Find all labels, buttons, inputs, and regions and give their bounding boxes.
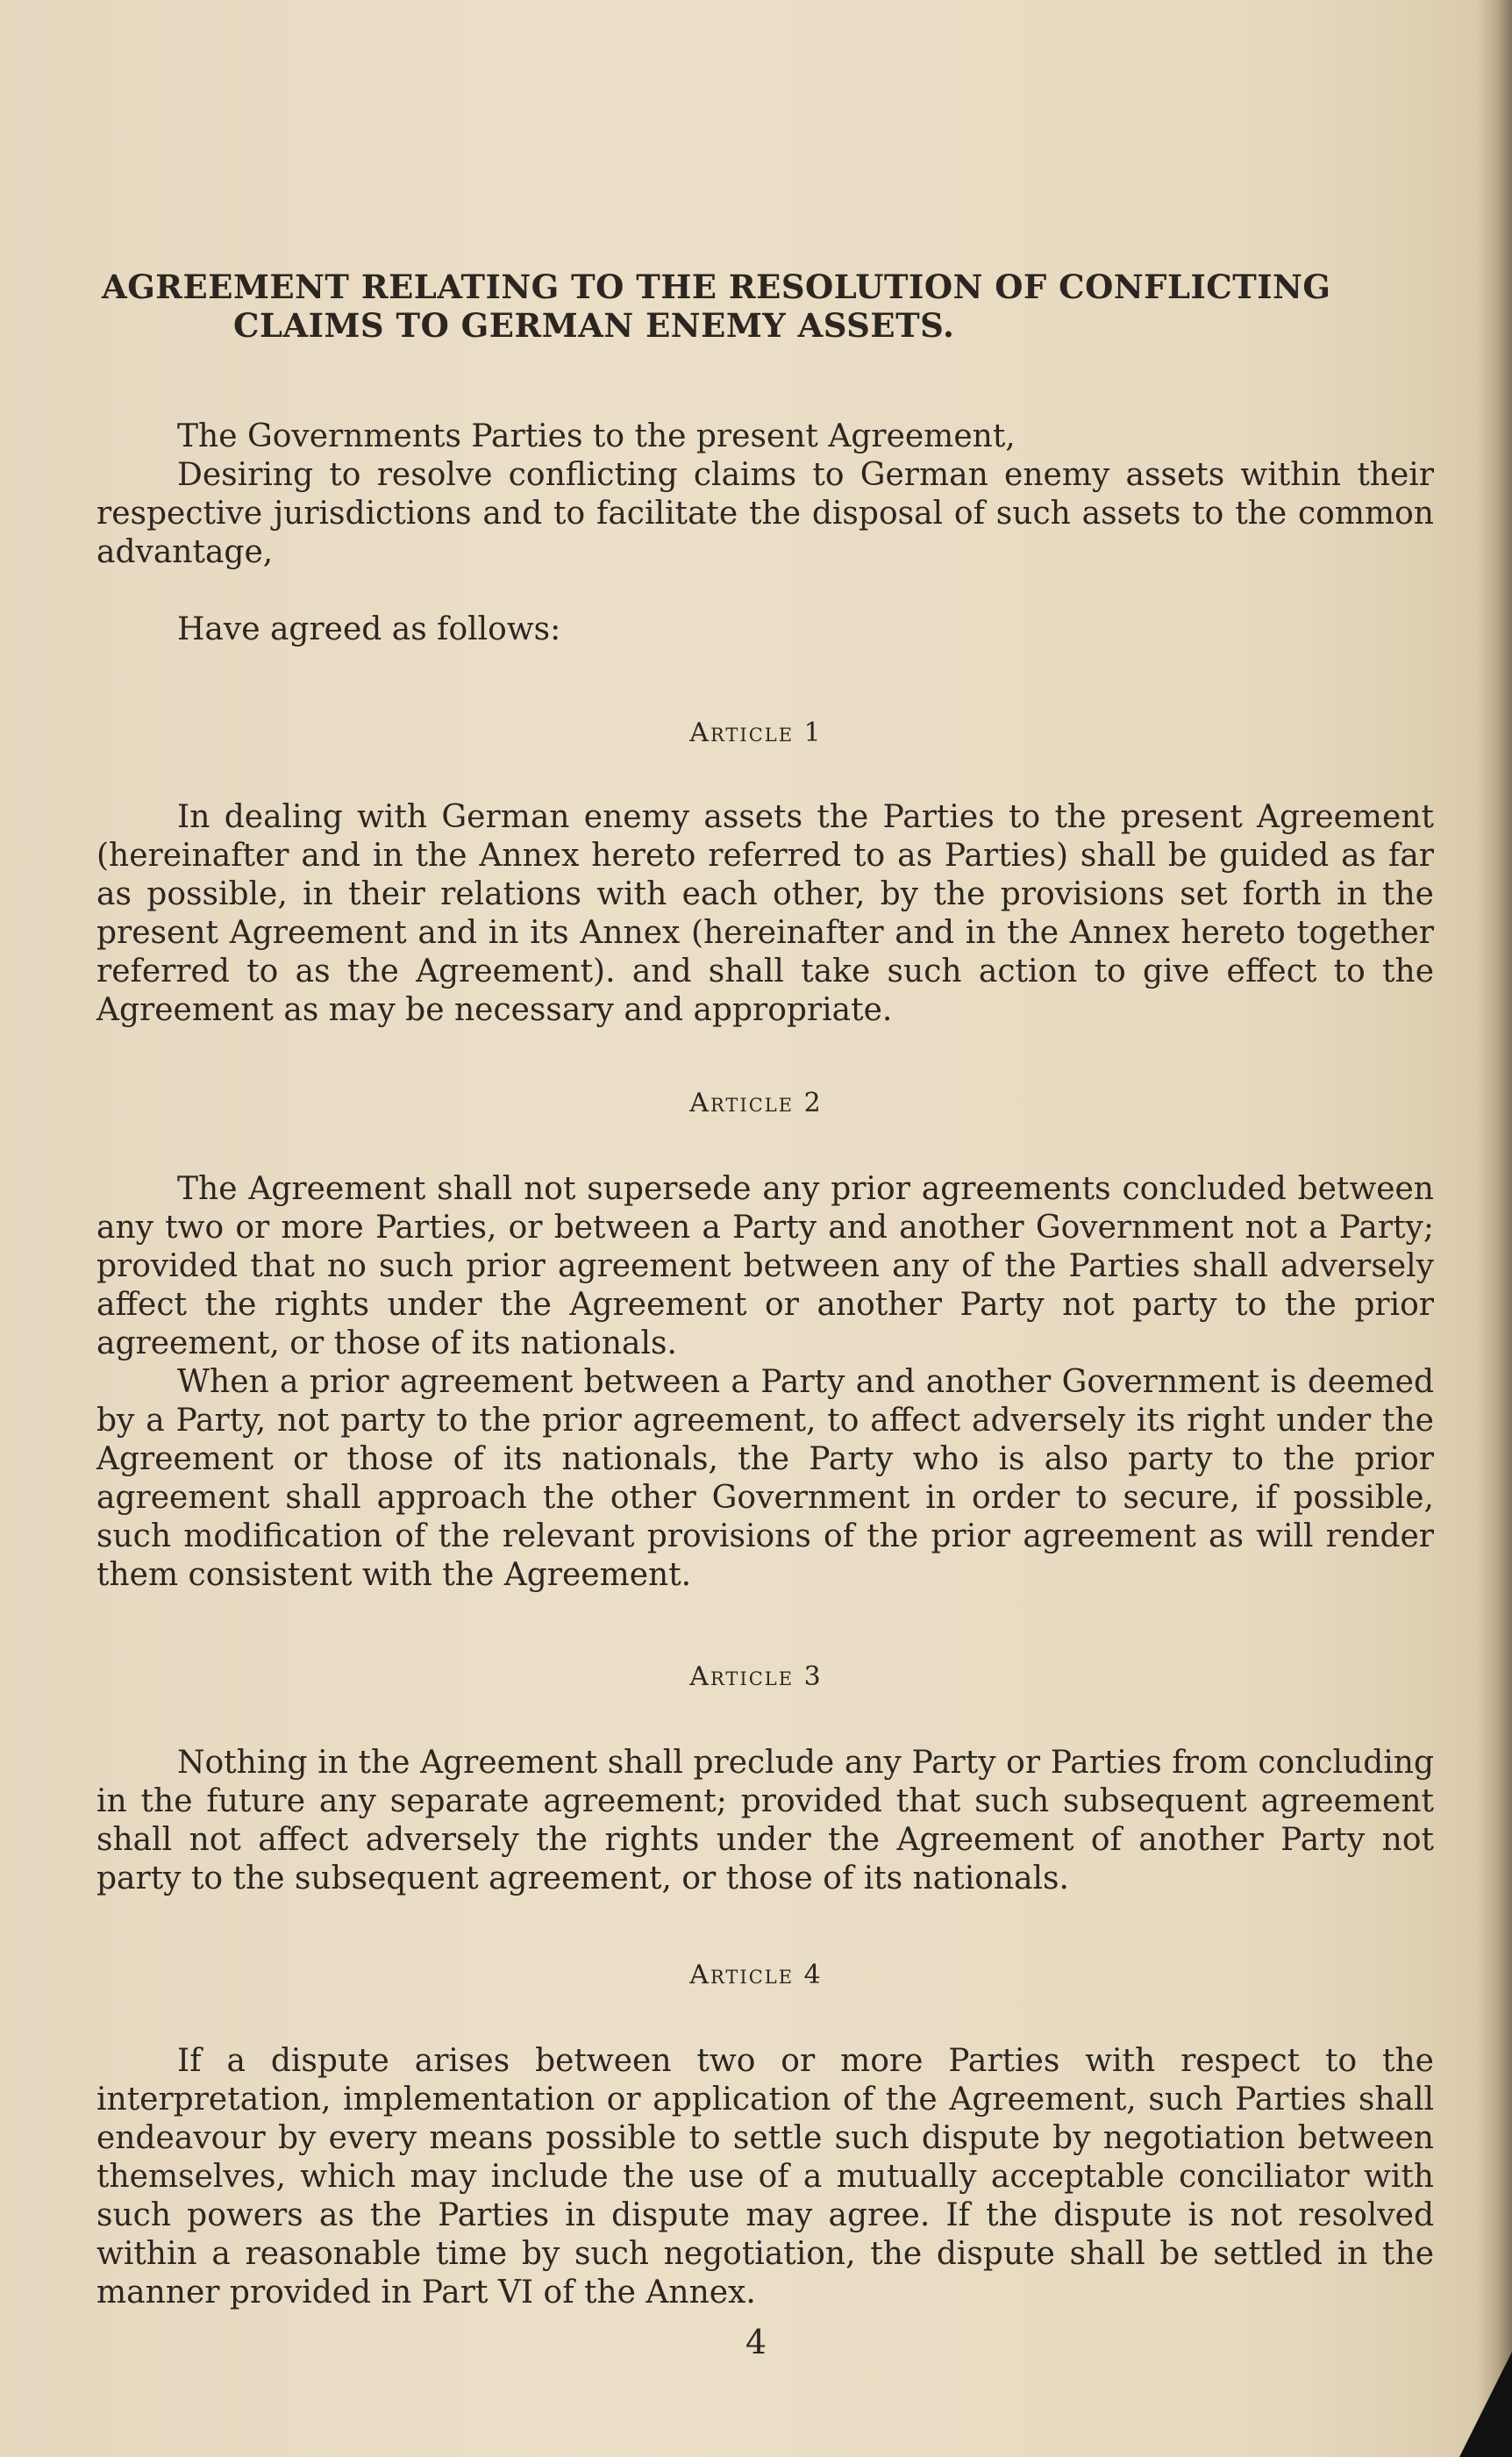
preamble-line-1: The Governments Parties to the present Agreement, [177, 418, 1016, 454]
article-1-heading: Article 1 [689, 718, 823, 748]
page-edge-shadow [1477, 0, 1512, 2457]
article-1-paragraph: In dealing with German enemy assets the Parties to the present Agreement (hereinafter and in the Annex hereto referred to as Parties) shall be guided as far as possible, in their relations with each other, by the provisions set forth in the present Agreement and in its Annex (hereinafter and in the Annex hereto together referred to as the Agreement). and shall take such action to give effect to the Agreement as may be necessary and appropriate. [96, 799, 1434, 1028]
article-4-paragraph: If a dispute arises between two or more Parties with respect to the interpretation, implementation or application of the Agreement, such Parties shall endeavour by every means possible to settle such dispute by negotiation between themselves, which may include the use of a mutually acceptable conciliator with such powers as the Parties in dispute may agree. If the dispute is not resolved within a reasonable time by such negotiation, the dispute shall be settled in the manner provided in Part VI of the Annex. [96, 2043, 1434, 2311]
article-2-body [96, 1170, 1434, 1595]
article-4-body [96, 2042, 1434, 2312]
page-corner [1459, 2352, 1512, 2457]
preamble [96, 418, 1434, 649]
article-3-paragraph: Nothing in the Agreement shall preclude any Party or Parties from concluding in the future any separate agreement; provided that such subsequent agreement shall not affect adversely the rights under the Agreement of another Party not party to the subsequent agreement, or those of its nationals. [96, 1745, 1434, 1896]
preamble-agreed: Have agreed as follows: [177, 611, 561, 647]
article-1-body [96, 798, 1434, 1030]
title-line-1: AGREEMENT RELATING TO THE RESOLUTION OF CONFLICTING [102, 268, 1331, 306]
preamble-paragraph: Desiring to resolve conflicting claims to German enemy assets within their respective jurisdictions and to facilitate the disposal of such assets to the common advantage, [96, 457, 1434, 570]
document-title [102, 268, 1435, 345]
page-number: 4 [745, 2323, 767, 2361]
article-2-heading: Article 2 [689, 1088, 823, 1118]
title-line-2: CLAIMS TO GERMAN ENEMY ASSETS. [233, 306, 955, 345]
article-3-heading: Article 3 [689, 1661, 823, 1692]
article-4-heading: Article 4 [689, 1960, 823, 1990]
article-2-paragraph-2: When a prior agreement between a Party and another Government is deemed by a Party, not party to the prior agreement, to affect adversely its right under the Agreement or those of its nationals, the Party who is also party to the prior agreement shall approach the other Government in order to secure, if possible, such modification of the relevant provisions of the prior agreement as will render them consistent with the Agreement. [96, 1364, 1434, 1593]
article-3-body [96, 1744, 1434, 1898]
article-2-paragraph-1: The Agreement shall not supersede any prior agreements concluded between any two or more Parties, or between a Party and another Government not a Party; provided that no such prior agreement between any of the Parties shall adversely affect the rights under the Agreement or another Party not party to the prior agreement, or those of its nationals. [96, 1171, 1434, 1361]
